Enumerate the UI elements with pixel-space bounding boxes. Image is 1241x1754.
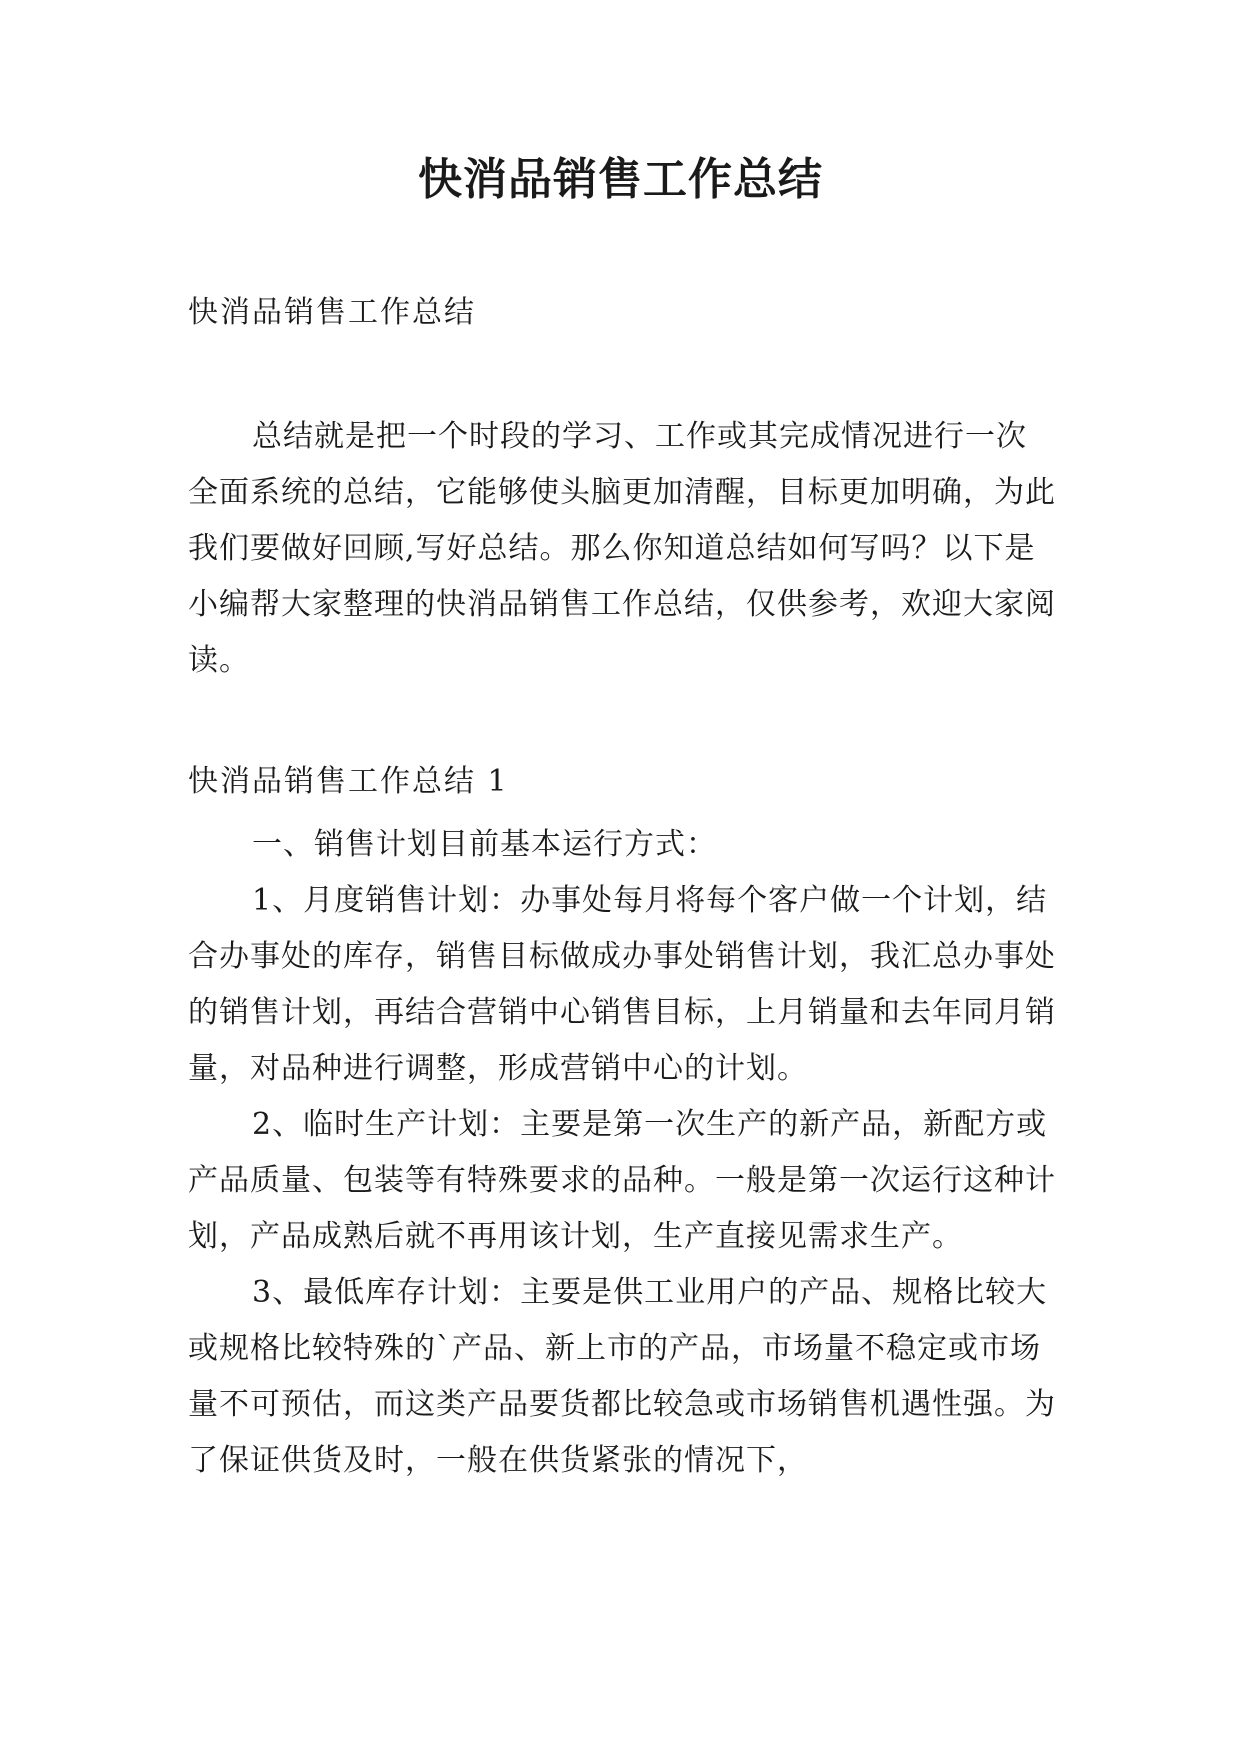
document-title: 快消品销售工作总结 xyxy=(418,154,823,205)
intro-paragraph xyxy=(188,409,1056,689)
body-paragraph xyxy=(188,1097,1056,1265)
section-heading: 快消品销售工作总结 1 xyxy=(188,764,509,799)
document-subtitle: 快消品销售工作总结 xyxy=(188,295,476,330)
body-paragraph xyxy=(188,1265,1056,1489)
body-paragraph-text: 3、最低库存计划：主要是供工业用户的产品、规格比较大或规格比较特殊的`产品、新上市的产品，市场量不稳定或市场量不可预估，而这类产品要货都比较急或市场销售机遇性强。为了保证供货及时，一般在供货紧张的情况下， xyxy=(188,1275,1056,1478)
intro-text: 总结就是把一个时段的学习、工作或其完成情况进行一次全面系统的总结，它能够使头脑更加清醒，目标更加明确，为此我们要做好回顾,写好总结。那么你知道总结如何写吗？以下是小编帮大家整理的快消品销售工作总结，仅供参考，欢迎大家阅读。 xyxy=(188,419,1056,678)
body-paragraph-text: 1、月度销售计划：办事处每月将每个客户做一个计划，结合办事处的库存，销售目标做成办事处销售计划，我汇总办事处的销售计划，再结合营销中心销售目标，上月销量和去年同月销量，对品种进行调整，形成营销中心的计划。 xyxy=(188,883,1056,1086)
body-paragraph-text: 2、临时生产计划：主要是第一次生产的新产品，新配方或产品质量、包装等有特殊要求的品种。一般是第一次运行这种计划，产品成熟后就不再用该计划，生产直接见需求生产。 xyxy=(188,1107,1056,1254)
body-paragraph-text: 一、销售计划目前基本运行方式： xyxy=(252,827,717,862)
body-paragraph xyxy=(188,873,1056,1097)
body-paragraph xyxy=(188,817,1056,873)
section-body xyxy=(188,817,1056,1489)
